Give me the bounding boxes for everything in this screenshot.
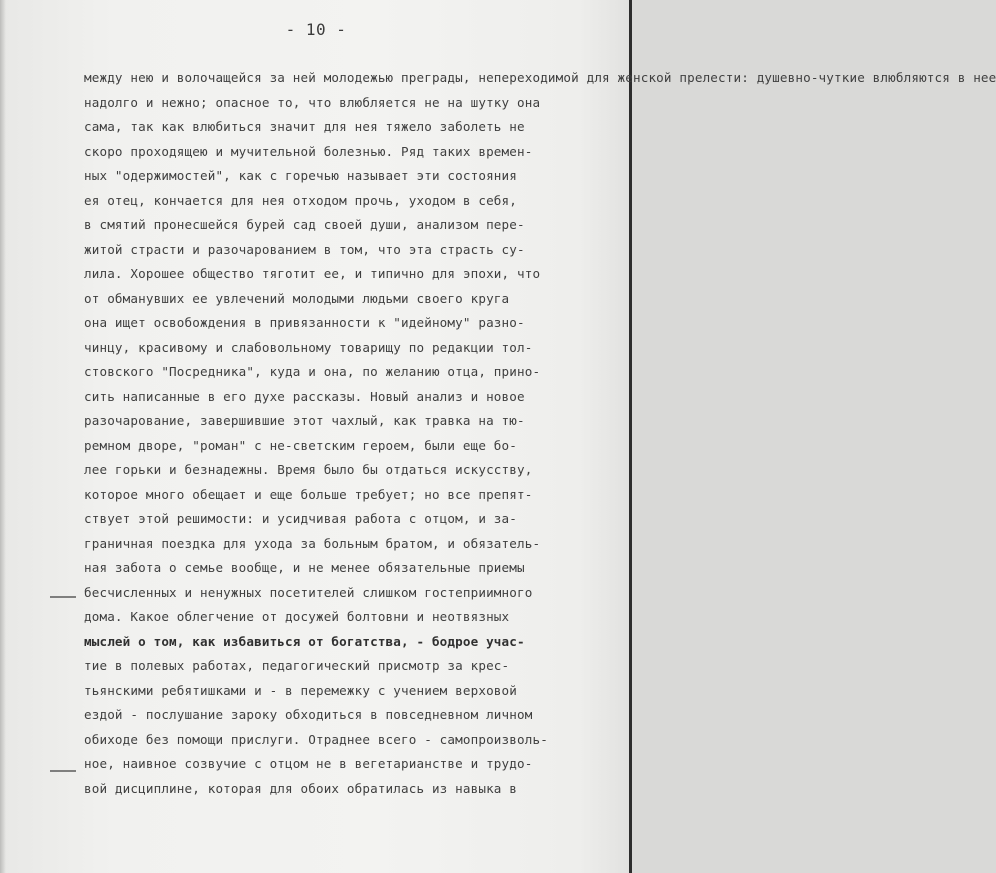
text-line: обиходе без помощи прислуги. Отраднее всего - самопроизволь- [84, 731, 548, 747]
text-line: ная забота о семье вообще, и не менее обязательные приемы [84, 560, 525, 575]
text-line: от обманувших ее увлечений молодыми людьми своего круга [84, 290, 510, 306]
margin-dash-mark [50, 770, 76, 772]
text-line: стовского "Посредника", куда и она, по желанию отца, прино- [84, 364, 541, 379]
text-line: лее горьки и безнадежны. Время было бы отдаться искусству, [84, 462, 533, 477]
text-line: ремном дворе, "роман" с не-светским героем, были еще бо- [84, 437, 517, 453]
text-line: чинцу, красивому и слабовольному товарищу по редакции тол- [84, 339, 533, 355]
text-line: надолго и нежно; опасное то, что влюбляется не на шутку она [84, 94, 541, 110]
margin-dash-mark [50, 596, 76, 598]
text-line: тьянскими ребятишками и - в перемежку с учением верховой [84, 682, 517, 698]
text-line: житой страсти и разочарованием в том, что эта страсть су- [84, 241, 525, 257]
text-line: тие в полевых работах, педагогический присмотр за крес- [84, 658, 510, 673]
text-line: ездой - послушание зароку обходиться в повседневном личном [84, 707, 533, 722]
text-line: между нею и волочащейся за ней молодежью преграды, непереходимой для женской прелести: душевно-чуткие влюбляются в нее [84, 70, 996, 85]
text-line: она ищет освобождения в привязанности к "идейному" разно- [84, 315, 525, 330]
text-line: лила. Хорошее общество тяготит ее, и типично для эпохи, что [84, 266, 541, 281]
text-line: скоро проходящею и мучительной болезнью. Ряд таких времен- [84, 143, 533, 159]
text-line: бесчисленных и ненужных посетителей слишком гостеприимного [84, 584, 533, 600]
text-line: сить написанные в его духе рассказы. Новый анализ и новое [84, 388, 525, 404]
text-line: ное, наивное созвучие с отцом не в вегетарианстве и трудо- [84, 756, 533, 771]
text-line: ных "одержимостей", как с горечью называет эти состояния [84, 168, 517, 183]
text-line: сама, так как влюбиться значит для нея тяжело заболеть не [84, 119, 525, 134]
text-line: которое много обещает и еще больше требует; но все препят- [84, 486, 533, 502]
text-line: ея отец, кончается для нея отходом прочь, уходом в себя, [84, 192, 517, 208]
text-line: мыслей о том, как избавиться от богатства, - бодрое учас- [84, 633, 525, 649]
text-line: в смятий пронесшейся бурей сад своей души, анализом пере- [84, 217, 525, 232]
text-line: вой дисциплине, которая для обоих обратилась из навыка в [84, 780, 517, 796]
text-line: дома. Какое облегчение от досужей болтовни и неотвязных [84, 609, 510, 624]
text-line: разочарование, завершившие этот чахлый, как травка на тю- [84, 413, 525, 428]
text-line: ствует этой решимости: и усидчивая работа с отцом, и за- [84, 511, 517, 526]
body-text [84, 66, 996, 801]
page-number: - 10 - [285, 20, 347, 39]
text-line: граничная поездка для ухода за больным братом, и обязатель- [84, 535, 541, 551]
